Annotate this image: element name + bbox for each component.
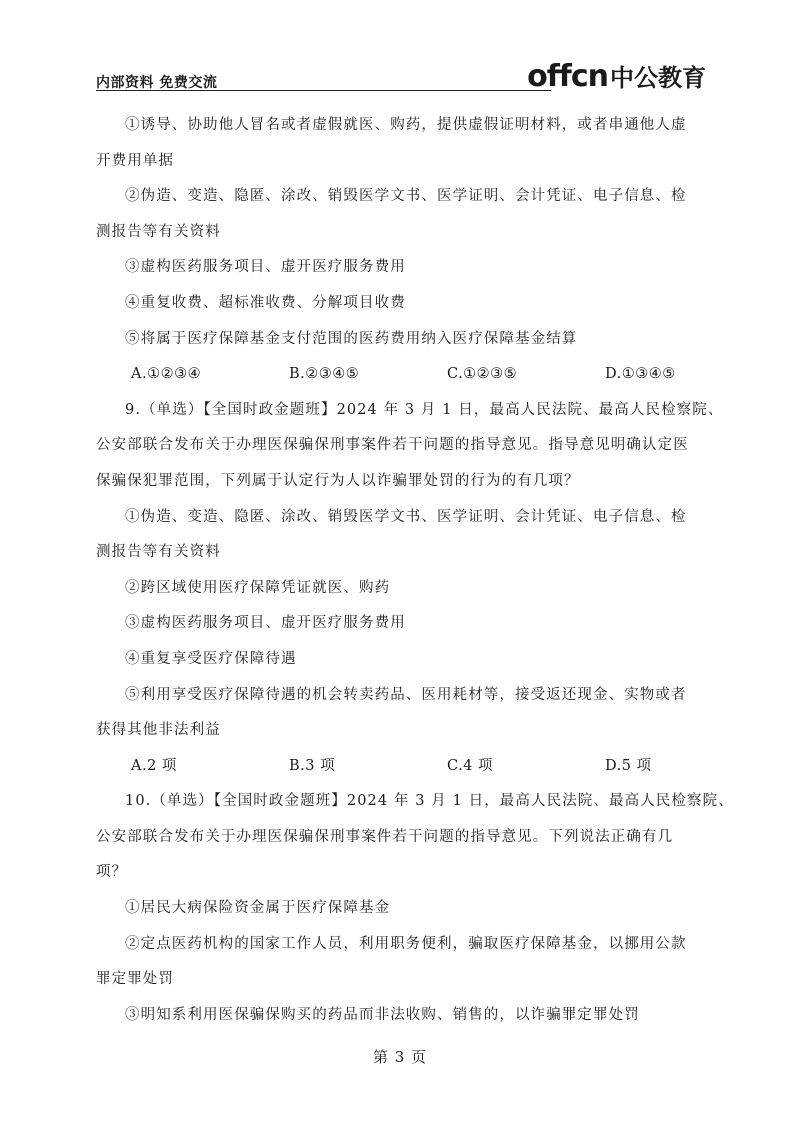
statement-line-cont: 罪定罪处罚 [96,971,174,988]
option-a: A.2 项 [131,757,177,774]
statement-line: ⑤将属于医疗保障基金支付范围的医药费用纳入医疗保障基金结算 [125,330,578,347]
question-10-stem-cont: 项？ [96,864,128,881]
page-header [96,59,706,96]
statement-line: ①居民大病保险资金属于医疗保障基金 [125,900,391,917]
question-9-stem-cont: 公安部联合发布关于办理医保骗保刑事案件若干问题的指导意见。指导意见明确认定医 [96,437,689,454]
header-rule [96,90,551,91]
logo-latin-text: offcn [527,59,608,94]
question-10-stem-cont: 公安部联合发布关于办理医保骗保刑事案件若干问题的指导意见。下列说法正确有几 [96,828,674,845]
statement-line: ④重复收费、超标准收费、分解项目收费 [125,294,406,311]
option-d: D.①③④⑤ [605,366,676,383]
option-c: C.①②③⑤ [447,366,518,383]
option-c: C.4 项 [447,757,494,774]
option-d: D.5 项 [605,757,652,774]
statement-line: ②定点医药机构的国家工作人员，利用职务便利，骗取医疗保障基金，以挪用公款 [125,935,687,952]
page-number: 第 3 页 [372,1048,428,1066]
header-label: 内部资料 免费交流 [96,75,218,91]
answer-options [96,357,706,393]
question-10-stem: 10.（单选）【全国时政金题班】2024 年 3 月 1 日，最高人民法院、最高人民检察院、 [125,793,734,810]
offcn-logo [527,59,706,94]
statement-line: ③明知系利用医保骗保购买的药品而非法收购、销售的，以诈骗罪定罪处罚 [125,1006,640,1023]
statement-line: ③虚构医药服务项目、虚开医疗服务费用 [125,615,406,632]
logo-chinese-text: 中公教育 [610,64,706,92]
statement-line: ②跨区域使用医疗保障凭证就医、购药 [125,579,391,596]
page-content [96,108,734,1033]
statement-line-cont: 测报告等有关资料 [96,223,221,240]
statement-line: ②伪造、变造、隐匿、涂改、销毁医学文书、医学证明、会计凭证、电子信息、检 [125,188,687,205]
question-9-stem-cont: 保骗保犯罪范围，下列属于认定行为人以诈骗罪处罚的行为的有几项？ [96,472,580,489]
statement-line: ⑤利用享受医疗保障待遇的机会转卖药品、医用耗材等，接受返还现金、实物或者 [125,686,687,703]
question-9-stem: 9.（单选）【全国时政金题班】2024 年 3 月 1 日，最高人民法院、最高人民检察院、 [125,401,724,418]
option-a: A.①②③④ [131,366,202,383]
statement-line-cont: 开费用单据 [96,152,174,169]
answer-options [96,749,706,785]
statement-line-cont: 获得其他非法利益 [96,722,221,739]
statement-line: ④重复享受医疗保障待遇 [125,650,297,667]
statement-line: ①诱导、协助他人冒名或者虚假就医、购药，提供虚假证明材料，或者串通他人虚 [125,117,687,133]
statement-line-cont: 测报告等有关资料 [96,544,221,561]
statement-line: ①伪造、变造、隐匿、涂改、销毁医学文书、医学证明、会计凭证、电子信息、检 [125,508,687,525]
option-b: B.②③④⑤ [289,366,360,383]
statement-line: ③虚构医药服务项目、虚开医疗服务费用 [125,259,406,276]
option-b: B.3 项 [289,757,336,774]
